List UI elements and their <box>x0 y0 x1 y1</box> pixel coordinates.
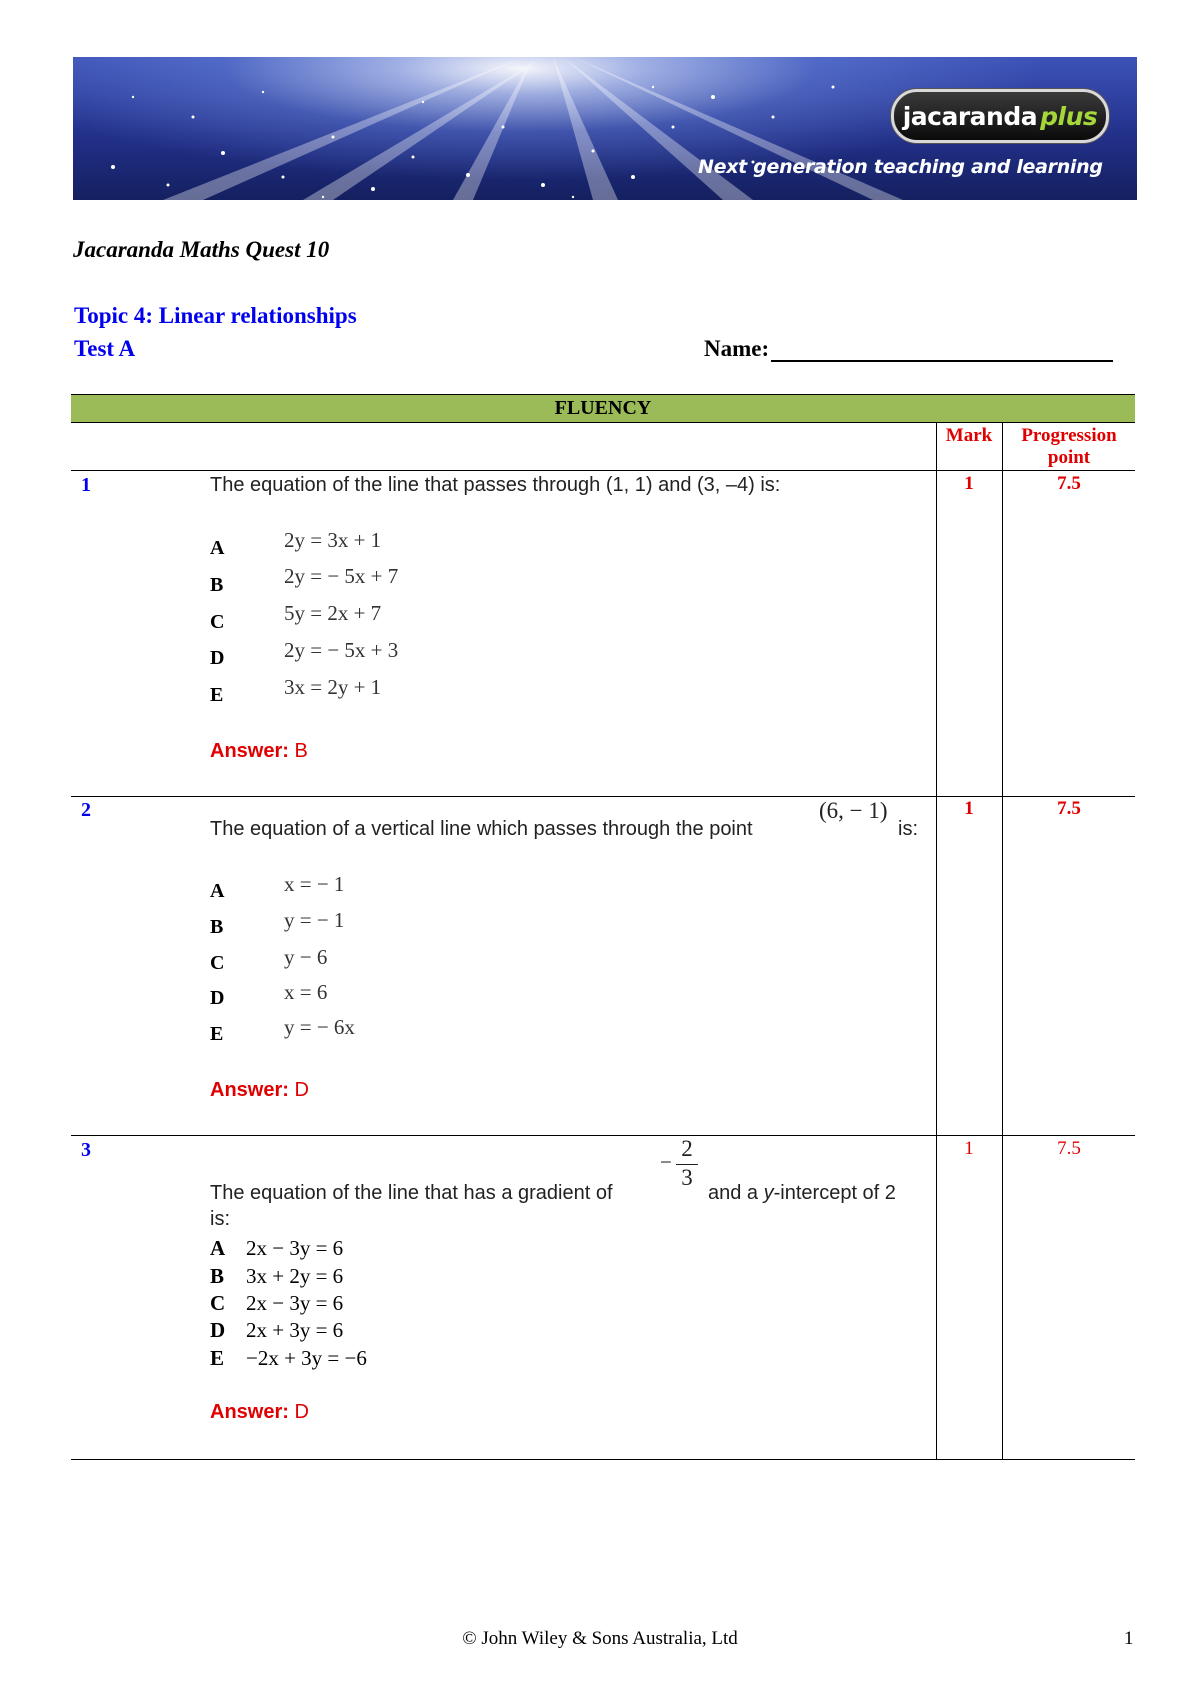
banner-tagline: Next generation teaching and learning <box>698 156 1103 178</box>
option-label: E <box>210 1346 225 1370</box>
option-equation: 2x − 3y = 6 <box>246 1291 344 1315</box>
option-label: A <box>210 537 225 559</box>
answer-line <box>210 1079 309 1102</box>
table-bottom-rule <box>71 1459 1135 1460</box>
progression-column-header: Progression point <box>1021 425 1117 468</box>
question-text-end: is: <box>898 818 918 840</box>
option-label: B <box>210 1264 225 1288</box>
gradient-numerator: 2 <box>681 1136 693 1161</box>
test-title: Test A <box>74 336 136 361</box>
option-equation: 2x − 3y = 6 <box>246 1236 344 1260</box>
option-row <box>210 1236 343 1261</box>
option-row <box>210 1346 367 1371</box>
option-label: E <box>210 684 224 706</box>
topic-title: Topic 4: Linear relationships <box>74 303 357 328</box>
jacarandaplus-logo: jacaranda plus <box>891 89 1109 143</box>
text-mid: and a <box>708 1182 759 1204</box>
question-divider <box>71 1135 1135 1136</box>
answer-value: B <box>294 740 308 762</box>
question-text: The equation of the line that has a gradient of <box>210 1182 613 1204</box>
answer-label: Answer: <box>210 740 289 762</box>
question-mark: 1 <box>964 798 974 819</box>
option-label: D <box>210 1318 226 1342</box>
option-label: C <box>210 1291 226 1315</box>
question-text-mid <box>708 1182 896 1205</box>
text-end: -intercept of 2 <box>773 1182 896 1204</box>
name-blank[interactable] <box>771 338 1113 362</box>
option-equation: 2y = − 5x + 7 <box>284 564 399 588</box>
option-equation: 2x + 3y = 6 <box>246 1318 344 1342</box>
option-row <box>210 1291 343 1316</box>
name-field[interactable] <box>704 336 1113 362</box>
option-equation: x = 6 <box>284 980 328 1004</box>
question-mark: 1 <box>964 1138 974 1159</box>
option-label: A <box>210 880 225 902</box>
option-label: C <box>210 952 225 974</box>
header-rule <box>71 470 1135 471</box>
progression-column-divider <box>1002 422 1003 1460</box>
question-number: 2 <box>81 799 91 821</box>
answer-label: Answer: <box>210 1401 289 1423</box>
question-progression: 7.5 <box>1057 798 1081 819</box>
copyright-footer: © John Wiley & Sons Australia, Ltd <box>462 1628 738 1649</box>
option-label: A <box>210 1236 226 1260</box>
option-label: B <box>210 574 224 596</box>
question-point: (6, − 1) <box>819 798 888 823</box>
question-number: 1 <box>81 474 91 496</box>
question-divider <box>71 796 1135 797</box>
option-label: D <box>210 987 225 1009</box>
text-variable: y <box>763 1182 774 1204</box>
section-heading: FLUENCY <box>71 394 1135 423</box>
question-progression: 7.5 <box>1057 473 1081 494</box>
answer-line <box>210 740 308 763</box>
option-equation: 3x = 2y + 1 <box>284 675 382 699</box>
gradient-sign: − <box>660 1150 672 1174</box>
option-label: D <box>210 647 225 669</box>
option-row <box>210 1318 343 1343</box>
question-text: The equation of the line that passes through (1, 1) and (3, –4) is: <box>210 474 781 496</box>
option-equation: y = − 1 <box>284 908 345 932</box>
option-equation: 2y = 3x + 1 <box>284 528 382 552</box>
option-label: C <box>210 611 225 633</box>
mark-column-divider <box>936 422 937 1460</box>
option-equation: 3x + 2y = 6 <box>246 1264 344 1288</box>
option-equation: 5y = 2x + 7 <box>284 601 382 625</box>
book-title: Jacaranda Maths Quest 10 <box>73 237 330 262</box>
answer-value: D <box>294 1079 309 1101</box>
question-number: 3 <box>81 1139 91 1161</box>
option-label: B <box>210 916 224 938</box>
page-number: 1 <box>1124 1628 1134 1649</box>
option-equation: y = − 6x <box>284 1015 355 1039</box>
name-label: Name: <box>704 336 770 361</box>
answer-line <box>210 1401 309 1424</box>
answer-value: D <box>294 1401 309 1423</box>
option-equation: 2y = − 5x + 3 <box>284 638 399 662</box>
question-text-wrap: is: <box>210 1208 230 1230</box>
option-equation: −2x + 3y = −6 <box>246 1346 367 1370</box>
gradient-denominator: 3 <box>681 1165 693 1190</box>
option-equation: x = − 1 <box>284 872 345 896</box>
mark-column-header: Mark <box>945 425 993 446</box>
option-label: E <box>210 1023 224 1045</box>
gradient-fraction <box>672 1136 702 1191</box>
option-row <box>210 1264 343 1289</box>
option-equation: y − 6 <box>284 945 328 969</box>
question-mark: 1 <box>964 473 974 494</box>
answer-label: Answer: <box>210 1079 289 1101</box>
question-progression: 7.5 <box>1057 1138 1081 1159</box>
header-banner <box>73 57 1137 200</box>
question-text: The equation of a vertical line which passes through the point <box>210 818 753 840</box>
